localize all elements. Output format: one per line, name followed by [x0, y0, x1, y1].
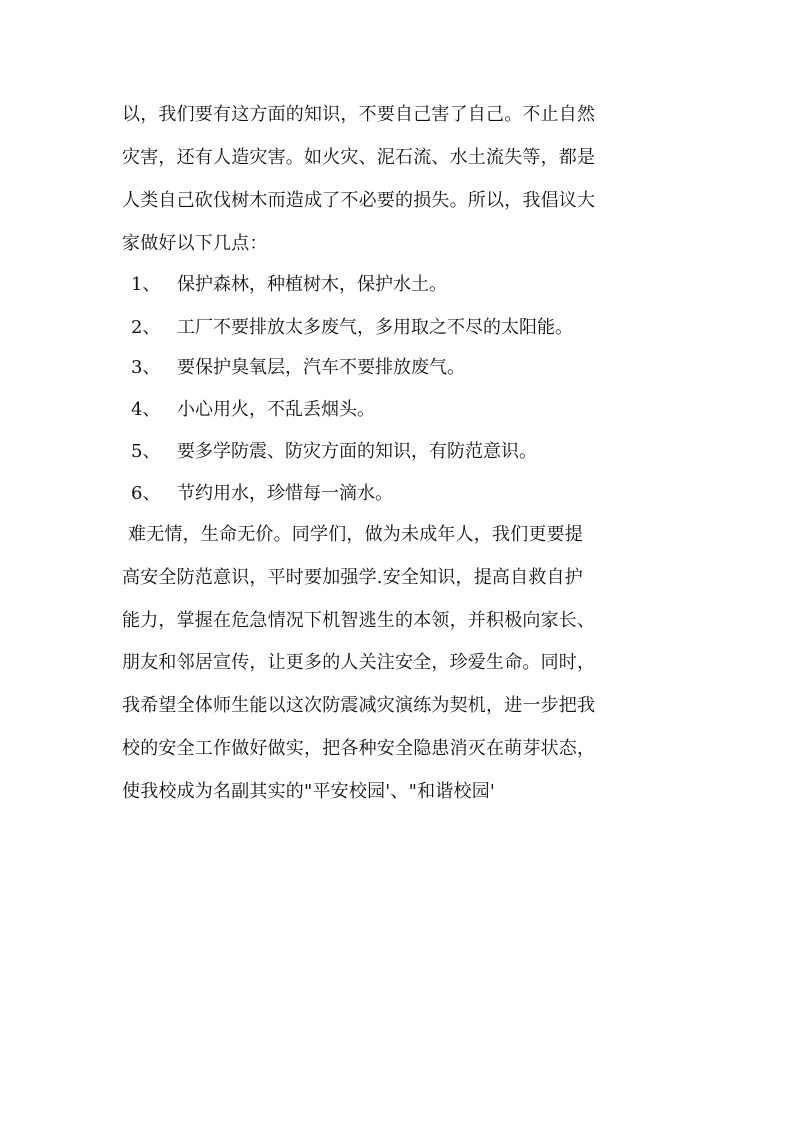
list-item-number: 1、 — [131, 274, 161, 295]
paragraph-line: 高安全防范意识，平时要加强学.安全知识，提高自救自护 — [122, 567, 583, 588]
list-item — [131, 273, 447, 297]
paragraph-line: 我希望全体师生能以这次防震减灾演练为契机，进一步把我 — [122, 695, 596, 716]
list-item-number: 5、 — [131, 441, 161, 462]
list-item — [131, 356, 465, 380]
paragraph-line: 以，我们要有这方面的知识，不要自己害了自己。不止自然 — [122, 104, 596, 125]
list-item-text: 要多学防震、防灾方面的知识，有防范意识。 — [177, 441, 537, 462]
list-item — [131, 482, 393, 506]
paragraph-line: 灾害，还有人造灾害。如火灾、泥石流、水土流失等，都是 — [122, 147, 596, 168]
paragraph-line: 朋友和邻居宣传，让更多的人关注安全，珍爱生命。同时， — [122, 652, 596, 673]
paragraph-line: 能力，掌握在危急情况下机智逃生的本领，并积极向家长、 — [122, 610, 596, 631]
list-item-text: 保护森林，种植树木，保护水土。 — [177, 274, 447, 295]
list-item-number: 2、 — [131, 317, 161, 338]
paragraph-line: 家做好以下几点： — [122, 233, 268, 254]
paragraph-line: 使我校成为名副其实的"平安校园'、"和谐校园' — [122, 781, 496, 802]
list-item-number: 6、 — [131, 483, 161, 504]
list-item-number: 3、 — [131, 357, 161, 378]
list-item — [131, 316, 573, 340]
list-item-text: 要保护臭氧层，汽车不要排放废气。 — [177, 357, 465, 378]
list-item — [131, 440, 537, 464]
list-item-text: 工厂不要排放太多废气，多用取之不尽的太阳能。 — [177, 317, 573, 338]
paragraph-line: 难无情，生命无价。同学们，做为未成年人，我们更要提 — [128, 524, 583, 545]
paragraph-line: 校的安全工作做好做实，把各种安全隐患消灭在萌芽状态， — [122, 738, 596, 759]
list-item-text: 节约用水，珍惜每一滴水。 — [177, 483, 393, 504]
list-item — [131, 398, 375, 422]
list-item-number: 4、 — [131, 399, 161, 420]
paragraph-line: 人类自己砍伐树木而造成了不必要的损失。所以，我倡议大 — [122, 190, 596, 211]
list-item-text: 小心用火，不乱丢烟头。 — [177, 399, 375, 420]
